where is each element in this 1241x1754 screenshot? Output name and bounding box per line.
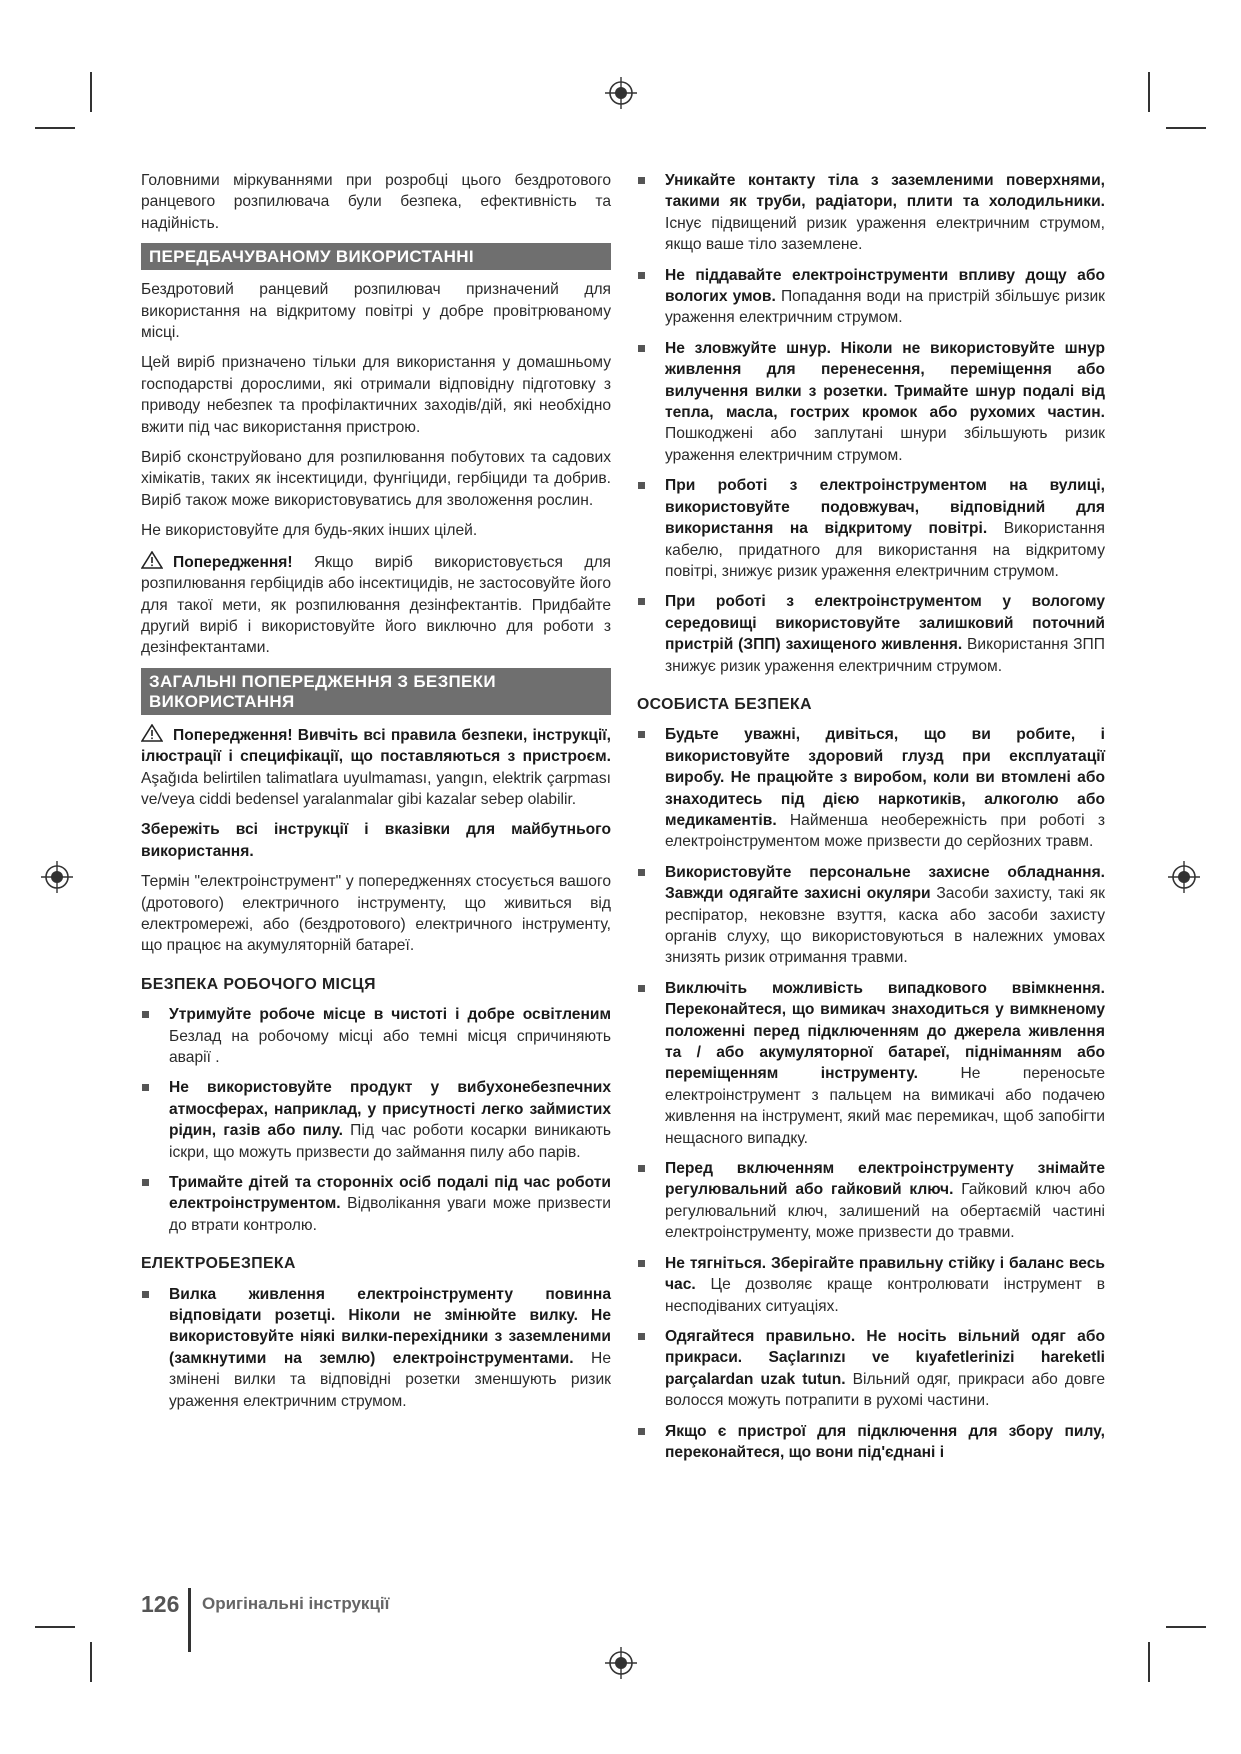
bullet bbox=[638, 1428, 645, 1435]
item-text: Засоби захисту, такі як респіратор, нековзне взуття, каска або засоби захисту органів слуху, що використовуються в належних умовах знизять ризик отримання травми. bbox=[665, 885, 1105, 967]
bullet bbox=[638, 1333, 645, 1340]
list-item bbox=[141, 1077, 611, 1163]
registration-mark-icon bbox=[604, 1646, 638, 1680]
bullet bbox=[142, 1084, 149, 1091]
paragraph: Термін "електроінструмент" у попередженнях стосується вашого (дротового) електричного інструменту, що живиться від електромережі, або (бездротового) електричного інструменту, що працює на акумуляторній батареї. bbox=[141, 873, 611, 955]
bullet bbox=[142, 1291, 149, 1298]
subheading-work-area: БЕЗПЕКА РОБОЧОГО МІСЦЯ bbox=[141, 975, 376, 993]
list-item bbox=[637, 591, 1105, 677]
item-bold: Не піддавайте електроінструменти впливу дощу або вологих умов. bbox=[665, 266, 1105, 306]
item-bold: Утримуйте робоче місце в чистоті і добре освітленим bbox=[169, 1006, 611, 1024]
bullet bbox=[638, 869, 645, 876]
list-item bbox=[637, 1326, 1105, 1412]
item-bold: Будьте уважні, дивіться, що ви робите, і використовуйте здоровий глузд при експлуатації виробу. Не працюйте з виробом, коли ви втомлені або знаходитесь під дією наркотиків, алкоголю або медикаментів. bbox=[665, 726, 1105, 829]
paragraph: Виріб сконструйовано для розпилювання побутових та садових хімікатів, таких як інсектициди, фунгіциди, гербіциди та добрив. Виріб також може використовуватись для зволоження рослин. bbox=[141, 449, 611, 509]
bullet bbox=[638, 731, 645, 738]
crop-mark bbox=[35, 1626, 75, 1628]
item-bold: При роботі з електроінструментом у вологому середовищі використовуйте залишковий поточний пристрій (ЗПП) захищеного живлення. bbox=[665, 593, 1105, 654]
warning-label: Попередження! bbox=[173, 553, 293, 571]
bullet bbox=[638, 985, 645, 992]
crop-mark bbox=[90, 72, 92, 112]
bullet bbox=[638, 345, 645, 352]
list-item bbox=[637, 1158, 1105, 1244]
item-text: Безлад на робочому місці або темні місця спричиняють аварії . bbox=[169, 1027, 611, 1066]
item-text: Це дозволяє краще контролювати інструмент в несподіваних ситуаціях. bbox=[665, 1276, 1105, 1315]
item-text: Використання ЗПП знижує ризик ураження електричним струмом. bbox=[665, 636, 1105, 675]
right-column bbox=[637, 170, 1105, 1472]
crop-mark bbox=[90, 1642, 92, 1682]
list-item bbox=[141, 1172, 611, 1236]
warning-text: Якщо виріб використовується для розпилювання гербіцидів або інсектицидів, не застосовуйте його для такої мети, як розпилювання дезінфектантів. Придбайте другий виріб і використовуйте його виключно для роботи з дезінфектантами. bbox=[141, 553, 611, 657]
paragraph: Не використовуйте для будь-яких інших цілей. bbox=[141, 522, 478, 540]
bullet bbox=[638, 598, 645, 605]
item-bold: Не зловжуйте шнур. Ніколи не використовуйте шнур живлення для перенесення, переміщення або вилучення вилки з розетки. Тримайте шнур подалі від тепла, масла, гострих кромок або рухомих частин. bbox=[665, 339, 1105, 422]
list-item bbox=[637, 1421, 1105, 1464]
registration-mark-icon bbox=[1167, 860, 1201, 894]
item-text: Не змінені вилки та відповідні розетки зменшують ризик ураження електричним струмом. bbox=[169, 1349, 611, 1410]
crop-mark bbox=[1166, 1626, 1206, 1628]
item-bold: Використовуйте персональне захисне обладнання. Завжди одягайте захисні окуляри bbox=[665, 863, 1105, 903]
keep-instructions-text: Збережіть всі інструкції і вказівки для майбутнього використання. bbox=[141, 821, 611, 860]
list-item bbox=[637, 1253, 1105, 1317]
list-item bbox=[637, 978, 1105, 1149]
item-text: Гайковий ключ або регулювальний ключ, залишений на обертаємій частині електроінструменту, може призвести до травми. bbox=[665, 1181, 1105, 1242]
item-text: Використання кабелю, придатного для використання на відкритому повітрі, знижує ризик ураження електричним струмом. bbox=[665, 520, 1106, 580]
item-text: Не переносьте електроінструмент з пальцем на вимикачі або подачею живлення на інструмент, який має перемикач, щоб запобігти нещасного випадку. bbox=[665, 1065, 1106, 1147]
warning-paragraph bbox=[141, 551, 611, 659]
warning-text: Aşağıda belirtilen talimatlara uyulmaması, yangın, elektrik çarpması ve/veya ciddi bedensel yaralanmalar gibi kazalar sebep olabilir. bbox=[141, 769, 611, 808]
section-banner-intended-use: ПЕРЕДБАЧУВАНОМУ ВИКОРИСТАННІ bbox=[141, 243, 611, 270]
item-bold: Не тягніться. Зберігайте правильну стійку і баланс весь час. bbox=[665, 1254, 1105, 1294]
item-text: Існує підвищений ризик ураження електричним струмом, якщо ваше тіло заземлене. bbox=[665, 214, 1105, 254]
electrical-list bbox=[141, 1284, 611, 1412]
subheading-electrical: ЕЛЕКТРОБЕЗПЕКА bbox=[141, 1255, 296, 1273]
bullet bbox=[142, 1011, 149, 1018]
keep-instructions bbox=[141, 819, 611, 862]
list-item bbox=[637, 475, 1105, 582]
bullet bbox=[142, 1179, 149, 1186]
list-item bbox=[637, 338, 1105, 466]
warning-triangle-icon bbox=[141, 724, 163, 742]
list-item bbox=[637, 862, 1105, 969]
footer-label: Оригінальні інструкції bbox=[202, 1594, 390, 1613]
item-bold: Перед включенням електроінструменту знімайте регулювальний або гайковий ключ. bbox=[665, 1160, 1105, 1199]
list-item bbox=[141, 1284, 611, 1412]
item-text: Найменша необережність при роботі з електроінструментом може призвести до серйозних травм. bbox=[665, 811, 1105, 851]
item-text: Пошкоджені або заплутані шнури збільшують ризик ураження електричним струмом. bbox=[665, 425, 1105, 464]
item-bold: При роботі з електроінструментом на вулиці, використовуйте подовжувач, відповідний для використання на відкритому повітрі. bbox=[665, 477, 1105, 538]
left-column bbox=[141, 170, 611, 1421]
footer-divider bbox=[188, 1588, 191, 1652]
warning-label: Попередження! Вивчіть всі правила безпеки, інструкції, ілюстрації і специфікації, що поставляються з пристроєм. bbox=[141, 726, 611, 766]
item-bold: Виключіть можливість випадкового ввімкнення. Переконайтеся, що вимикач знаходиться у вимкненому положенні перед підключенням до джерела живлення та / або акумуляторної батареї, підніманням або переміщенням інструменту. bbox=[665, 979, 1105, 1083]
item-bold: Не використовуйте продукт у вибухонебезпечних атмосферах, наприклад, у присутності легко займистих рідин, газів або пилу. bbox=[169, 1079, 611, 1140]
bullet bbox=[638, 1165, 645, 1172]
list-item bbox=[637, 170, 1105, 256]
bullet bbox=[638, 177, 645, 184]
bullet bbox=[638, 272, 645, 279]
item-text: Попадання води на пристрій збільшує ризик ураження електричним струмом. bbox=[665, 288, 1106, 327]
section-banner-general-safety: ЗАГАЛЬНІ ПОПЕРЕДЖЕННЯ З БЕЗПЕКИ ВИКОРИСТАННЯ bbox=[141, 668, 611, 715]
list-item bbox=[637, 724, 1105, 852]
subheading-personal-safety: ОСОБИСТА БЕЗПЕКА bbox=[637, 695, 812, 713]
item-bold: Вилка живлення електроінструменту повинна відповідати розетці. Ніколи не змінюйте вилку. Не використовуйте ніякі вилки-перехідники з заземленими (замкнутими на землю) електроінструментами. bbox=[169, 1285, 611, 1367]
intro-paragraph: Головними міркуваннями при розробці цього бездротового ранцевого розпилювача були безпека, ефективність та надійність. bbox=[141, 172, 611, 232]
item-bold: Уникайте контакту тіла з заземленими поверхнями, такими як труби, радіатори, плити та холодильники. bbox=[665, 172, 1105, 211]
item-text: Вільний одяг, прикраси або довге волосся можуть потрапити в рухомі частини. bbox=[665, 1370, 1105, 1410]
page-number: 126 bbox=[141, 1591, 180, 1617]
item-text: Відволікання уваги може призвести до втрати контролю. bbox=[169, 1195, 611, 1234]
item-bold: Якщо є пристрої для підключення для збору пилу, переконайтеся, що вони під'єднані і bbox=[665, 1422, 1105, 1461]
crop-mark bbox=[1148, 72, 1150, 112]
warning-triangle-icon bbox=[141, 551, 163, 569]
crop-mark bbox=[35, 127, 75, 129]
registration-mark-icon bbox=[40, 860, 74, 894]
registration-mark-icon bbox=[604, 76, 638, 110]
list-item bbox=[141, 1004, 611, 1068]
bullet bbox=[638, 482, 645, 489]
item-bold: Тримайте дітей та сторонніх осіб подалі під час роботи електроінструментом. bbox=[169, 1174, 611, 1213]
crop-mark bbox=[1166, 127, 1206, 129]
item-bold: Одягайтеся правильно. Не носіть вільний одяг або прикраси. Saçlarınızı ve kıyafetlerinizi hareketli parçalardan uzak tutun. bbox=[665, 1327, 1105, 1388]
list-item bbox=[637, 265, 1105, 329]
crop-mark bbox=[1148, 1642, 1150, 1682]
warning-paragraph bbox=[141, 724, 611, 811]
paragraph: Бездротовий ранцевий розпилювач призначений для використання на відкритому повітрі у добре провітрюваному місці. bbox=[141, 281, 611, 342]
bullet bbox=[638, 1260, 645, 1267]
work-area-list bbox=[141, 1004, 611, 1236]
electrical-list-continued bbox=[637, 170, 1105, 677]
item-text: Під час роботи косарки виникають іскри, що можуть призвести до займання пилу або парів. bbox=[169, 1122, 611, 1161]
paragraph: Цей виріб призначено тільки для використання у домашньому господарстві дорослими, які отримали відповідну підготовку з приводу небезпек та профілактичних заходів/дій, які необхідно вжити під час використання пристрою. bbox=[141, 354, 611, 436]
personal-safety-list bbox=[637, 724, 1105, 1463]
